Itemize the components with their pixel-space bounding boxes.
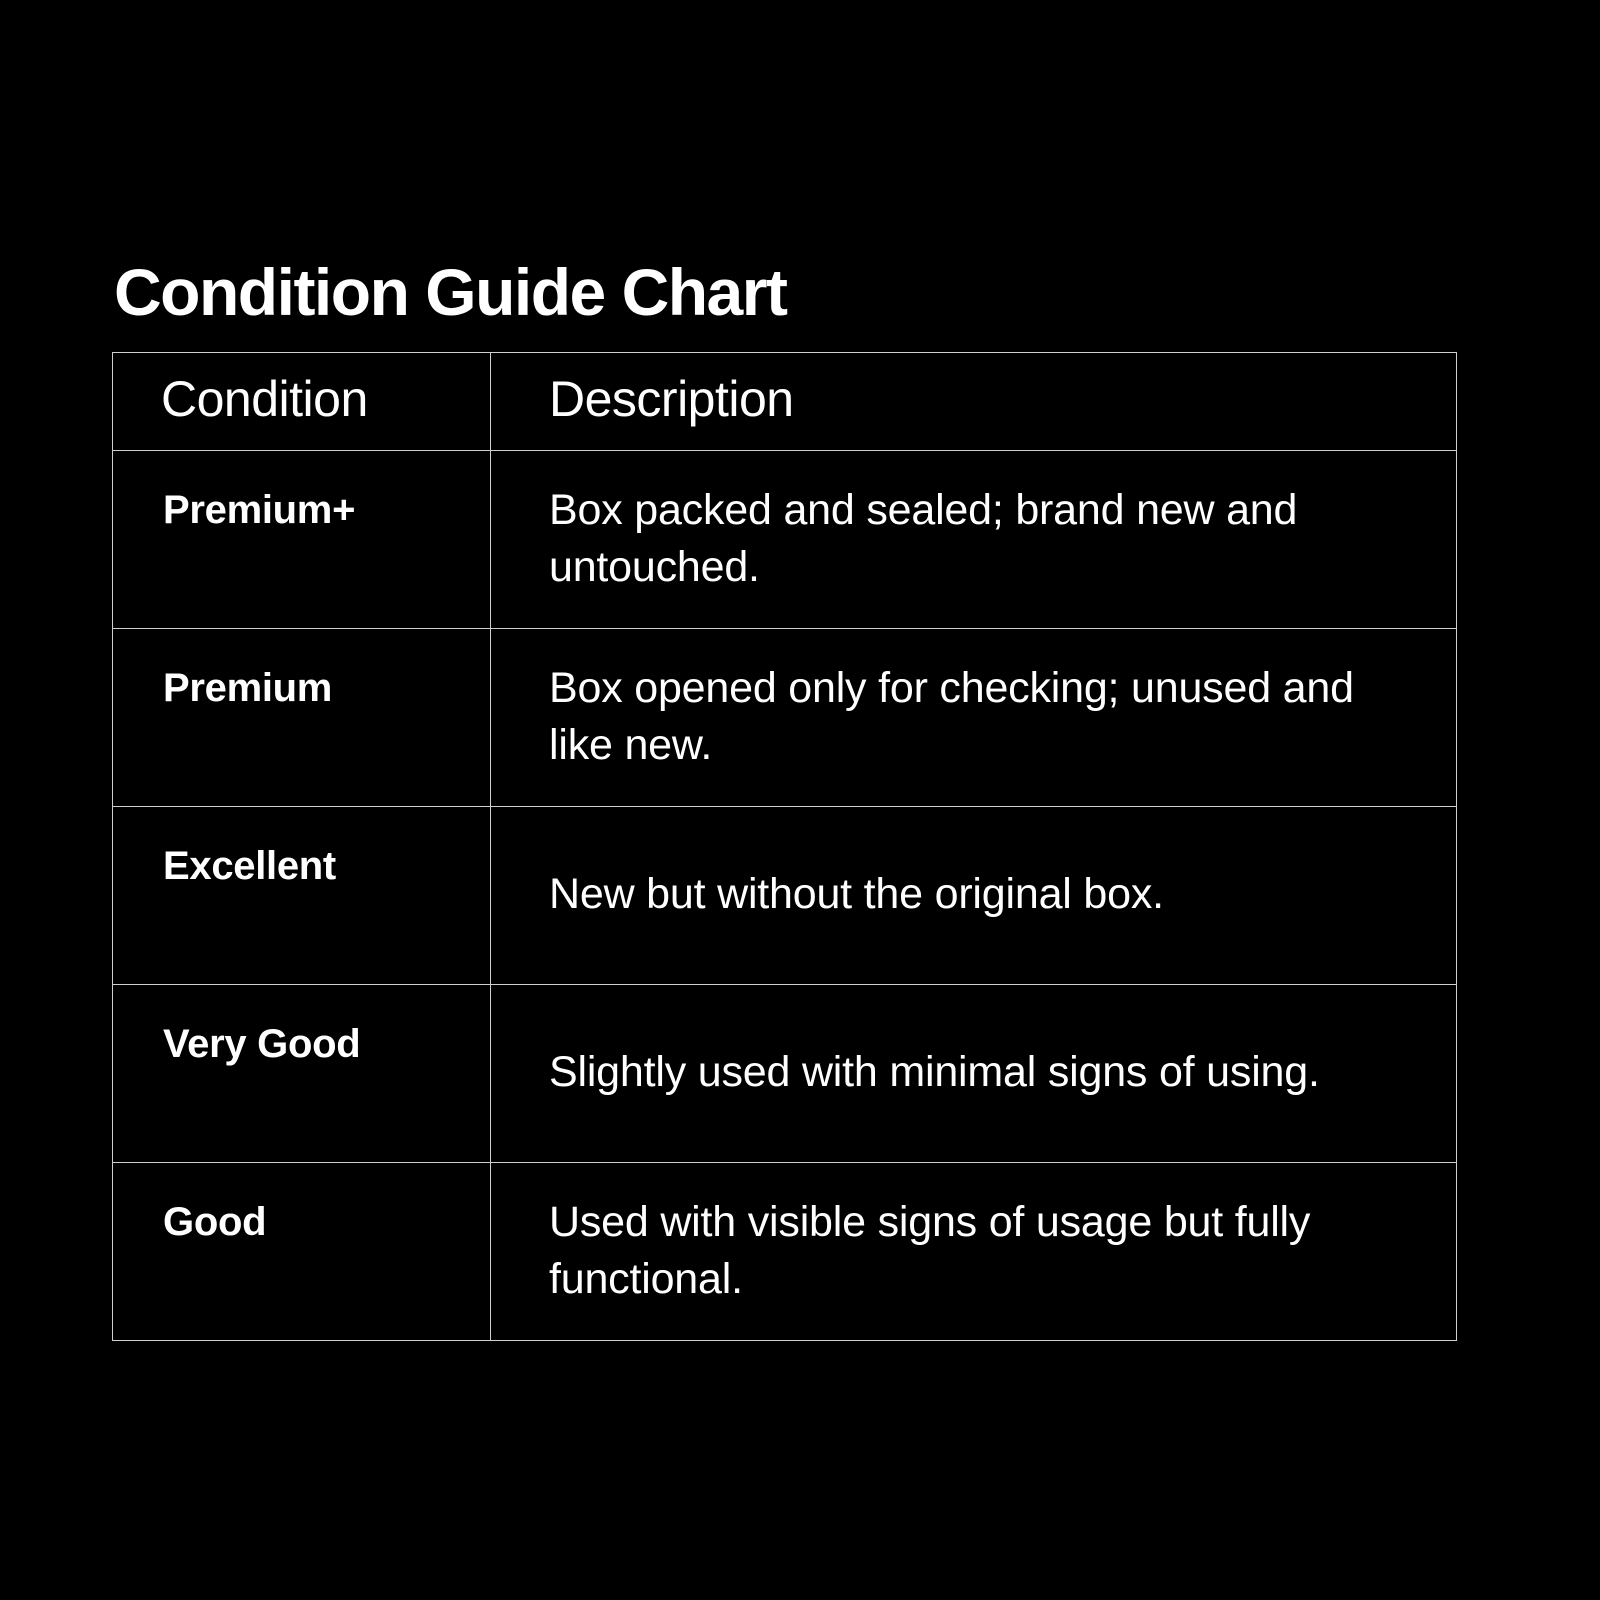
cell-description: Box packed and sealed; brand new and untouched. xyxy=(491,451,1457,629)
cell-description: Box opened only for checking; unused and like new. xyxy=(491,629,1457,807)
column-header-description: Description xyxy=(491,353,1457,451)
condition-guide-table xyxy=(112,352,1457,1341)
cell-description: Used with visible signs of usage but fully functional. xyxy=(491,1163,1457,1341)
table-row xyxy=(113,1163,1457,1341)
page-title: Condition Guide Chart xyxy=(114,255,787,330)
table-body xyxy=(113,451,1457,1341)
cell-condition: Premium xyxy=(113,629,491,807)
condition-guide-table-container xyxy=(112,352,1457,1341)
table-header xyxy=(113,353,1457,451)
cell-condition: Very Good xyxy=(113,985,491,1163)
cell-condition: Premium+ xyxy=(113,451,491,629)
column-header-condition: Condition xyxy=(113,353,491,451)
cell-description: Slightly used with minimal signs of using. xyxy=(491,985,1457,1163)
cell-condition: Good xyxy=(113,1163,491,1341)
table-header-row xyxy=(113,353,1457,451)
cell-description: New but without the original box. xyxy=(491,807,1457,985)
table-row xyxy=(113,985,1457,1163)
cell-condition: Excellent xyxy=(113,807,491,985)
table-row xyxy=(113,629,1457,807)
table-row xyxy=(113,451,1457,629)
table-row xyxy=(113,807,1457,985)
